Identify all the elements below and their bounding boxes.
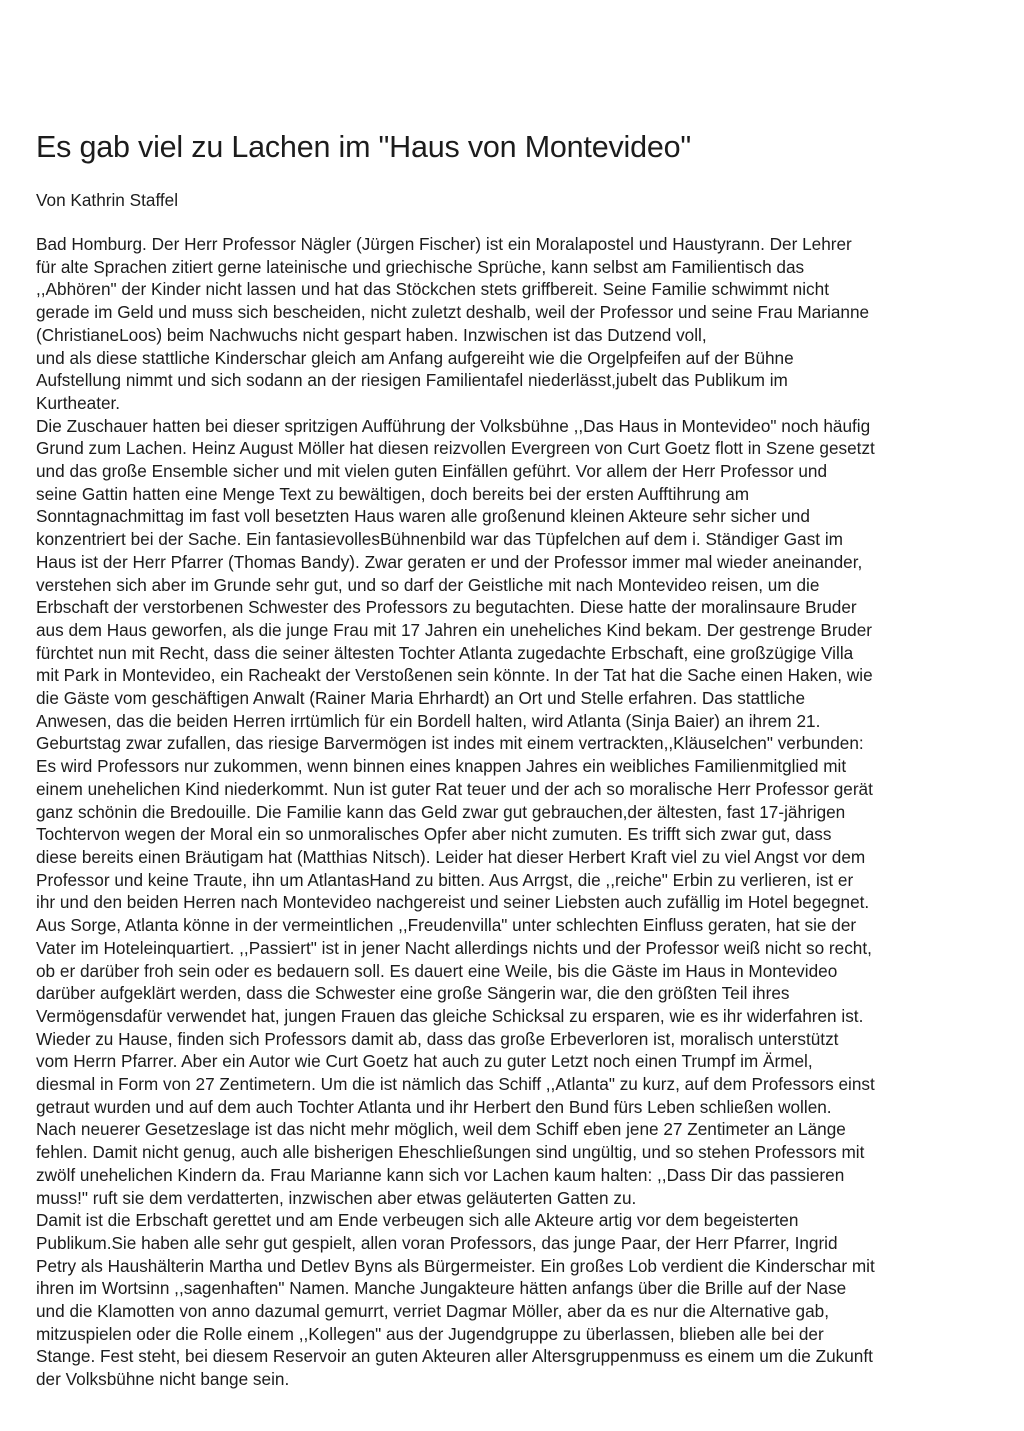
article-text-line: (ChristianeLoos) beim Nachwuchs nicht gespart haben. Inzwischen ist das Dutzend voll,: [36, 324, 707, 345]
article-text-line: Es wird Professors nur zukommen, wenn binnen eines knappen Jahres ein weibliches Familienmitglied mit: [36, 756, 847, 777]
article-text-line: seine Gattin hatten eine Menge Text zu bewältigen, doch bereits bei der ersten Aufftihrung am: [36, 483, 750, 504]
article-text-line: fehlen. Damit nicht genug, auch alle bisherigen Eheschließungen sind ungültig, und so stehen Professors mit: [36, 1142, 865, 1163]
article-text-line: getraut wurden und auf dem auch Tochter Atlanta und ihr Herbert den Bund fürs Leben schließen wollen.: [36, 1096, 832, 1117]
article-text-line: aus dem Haus geworfen, als die junge Frau mit 17 Jahren ein uneheliches Kind bekam. Der gestrenge Bruder: [36, 619, 872, 640]
article-text-line: Anwesen, das die beiden Herren irrtümlich für ein Bordell halten, wird Atlanta (Sinja Baier) an ihrem 21.: [36, 710, 821, 731]
article-text-line: Stange. Fest steht, bei diesem Reservoir an guten Akteuren aller Altersgruppenmuss es einem um die Zukunft: [36, 1346, 873, 1367]
article-text-line: Kurtheater.: [36, 392, 121, 413]
article-text-line: Grund zum Lachen. Heinz August Möller hat diesen reizvollen Evergreen von Curt Goetz flott in Szene gesetzt: [36, 438, 875, 459]
article-text-line: darüber aufgeklärt werden, dass die Schwester eine große Sängerin war, die den größten Teil ihres: [36, 983, 790, 1004]
article-text-line: Erbschaft der verstorbenen Schwester des Professors zu begutachten. Diese hatte der moralinsaure Bruder: [36, 597, 857, 618]
article-text-line: Geburtstag zwar zufallen, das riesige Barvermögen ist indes mit einem vertrackten,,Kläuselchen" verbunden:: [36, 733, 864, 754]
article-text-line: Professor und keine Traute, ihn um AtlantasHand zu bitten. Aus Arrgst, die ,,reiche" Erbin zu verlieren, ist er: [36, 869, 854, 890]
article-text-line: Vater im Hoteleinquartiert. ,,Passiert" ist in jener Nacht allerdings nichts und der Professor weiß nicht so recht,: [36, 937, 872, 958]
article-text-line: Bad Homburg. Der Herr Professor Nägler (Jürgen Fischer) ist ein Moralapostel und Haustyrann. Der Lehrer: [36, 234, 852, 254]
article-text-line: zwölf unehelichen Kindern da. Frau Marianne kann sich vor Lachen kaum halten: ,,Dass Dir das passieren: [36, 1164, 845, 1185]
article-text-line: konzentriert bei der Sache. Ein fantasievollesBühnenbild war das Tüpfelchen auf dem i. Ständiger Gast im: [36, 529, 843, 550]
article-text-line: verstehen sich aber im Grunde sehr gut, und so darf der Geistliche mit nach Montevideo reisen, um die: [36, 574, 820, 595]
article-text-line: der Volksbühne nicht bange sein.: [36, 1369, 290, 1390]
article-byline: Von Kathrin Staffel: [36, 190, 179, 210]
article-text-line: Aus Sorge, Atlanta könne in der vermeintlichen ,,Freudenvilla" unter schlechten Einfluss geraten, hat sie der: [36, 915, 857, 936]
article-text-line: ob er darüber froh sein oder es bedauern soll. Es dauert eine Weile, bis die Gäste im Haus in Montevideo: [36, 960, 838, 981]
article-text-line: Damit ist die Erbschaft gerettet und am Ende verbeugen sich alle Akteure artig vor dem begeisterten: [36, 1210, 799, 1231]
article-text-line: Petry als Haushälterin Martha und Detlev Byns als Bürgermeister. Ein großes Lob verdient die Kinderschar mit: [36, 1255, 875, 1276]
article-text-line: Nach neuerer Gesetzeslage ist das nicht mehr möglich, weil dem Schiff eben jene 27 Zentimeter an Länge: [36, 1119, 846, 1140]
article-text-line: Publikum.Sie haben alle sehr gut gespielt, allen voran Professors, das junge Paar, der Herr Pfarrer, Ingrid: [36, 1232, 838, 1253]
article-text-line: Die Zuschauer hatten bei dieser spritzigen Aufführung der Volksbühne ,,Das Haus in Montevideo" noch häufig: [36, 415, 871, 436]
article-text-line: ihren im Wortsinn ,,sagenhaften" Namen. Manche Jungakteure hätten anfangs über die Brille auf der Nase: [36, 1278, 847, 1299]
article-text-line: die Gäste vom geschäftigen Anwalt (Rainer Maria Ehrhardt) an Ort und Stelle erfahren. Das stattliche: [36, 688, 806, 709]
article-text-line: Wieder zu Hause, finden sich Professors damit ab, dass das große Erbeverloren ist, moralisch unterstützt: [36, 1028, 839, 1049]
article-body: [36, 233, 1008, 1391]
article-text-line: und als diese stattliche Kinderschar gleich am Anfang aufgereiht wie die Orgelpfeifen auf der Bühne: [36, 347, 794, 368]
article-text-line: diesmal in Form von 27 Zentimetern. Um die ist nämlich das Schiff ,,Atlanta" zu kurz, auf dem Professors einst: [36, 1074, 875, 1095]
article-text-line: ganz schönin die Bredouille. Die Familie kann das Geld zwar gut gebrauchen,der ältesten, fast 17-jährigen: [36, 801, 846, 822]
article-text-line: ,,Abhören" der Kinder nicht lassen und hat das Stöckchen stets griffbereit. Seine Familie schwimmt nicht: [36, 279, 829, 300]
article-text-line: einem unehelichen Kind niederkommt. Nun ist guter Rat teuer und der ach so moralische Herr Professor gerät: [36, 778, 873, 799]
article-title: Es gab viel zu Lachen im "Haus von Montevideo": [36, 130, 692, 164]
article-page: [36, 127, 1008, 1391]
article-text-line: diese bereits einen Bräutigam hat (Matthias Nitsch). Leider hat dieser Herbert Kraft viel zu viel Angst vor dem: [36, 846, 866, 867]
article-text-line: gerade im Geld und muss sich bescheiden, nicht zuletzt deshalb, weil der Professor und seine Frau Marianne: [36, 302, 870, 323]
article-text-line: für alte Sprachen zitiert gerne lateinische und griechische Sprüche, kann selbst am Familientisch das: [36, 256, 805, 277]
article-text-line: Vermögensdafür verwendet hat, jungen Frauen das gleiche Schicksal zu ersparen, wie es ihr widerfahren ist.: [36, 1005, 864, 1026]
article-text-line: und das große Ensemble sicher und mit vielen guten Einfällen geführt. Vor allem der Herr Professor und: [36, 461, 828, 482]
article-text-line: vom Herrn Pfarrer. Aber ein Autor wie Curt Goetz hat auch zu guter Letzt noch einen Trumpf im Ärmel,: [36, 1051, 813, 1072]
article-text-line: Sonntagnachmittag im fast voll besetzten Haus waren alle großenund kleinen Akteure sehr sicher und: [36, 506, 810, 527]
article-text-line: muss!" ruft sie dem verdatterten, inzwischen aber etwas geläuterten Gatten zu.: [36, 1187, 637, 1208]
article-text-line: ihr und den beiden Herren nach Montevideo nachgereist und seiner Liebsten auch zufällig im Hotel begegnet.: [36, 892, 870, 913]
article-text-line: mitzuspielen oder die Rolle einem ,,Kollegen" aus der Jugendgruppe zu überlassen, blieben alle bei der: [36, 1323, 824, 1344]
article-text-line: Aufstellung nimmt und sich sodann an der riesigen Familientafel niederlässt,jubelt das Publikum im: [36, 370, 788, 391]
article-text-line: Tochtervon wegen der Moral ein so unmoralisches Opfer aber nicht zumuten. Es trifft sich zwar gut, dass: [36, 824, 832, 845]
article-text-line: Haus ist der Herr Pfarrer (Thomas Bandy). Zwar geraten er und der Professor immer mal wieder aneinander,: [36, 551, 863, 572]
article-text-line: fürchtet nun mit Recht, dass die seiner ältesten Tochter Atlanta zugedachte Erbschaft, eine großzügige Villa: [36, 642, 854, 663]
article-text-line: und die Klamotten von anno dazumal gemurrt, verriet Dagmar Möller, aber da es nur die Alternative gab,: [36, 1301, 829, 1322]
article-text-line: mit Park in Montevideo, ein Racheakt der Verstoßenen sein könnte. In der Tat hat die Sache einen Haken, wie: [36, 665, 873, 686]
